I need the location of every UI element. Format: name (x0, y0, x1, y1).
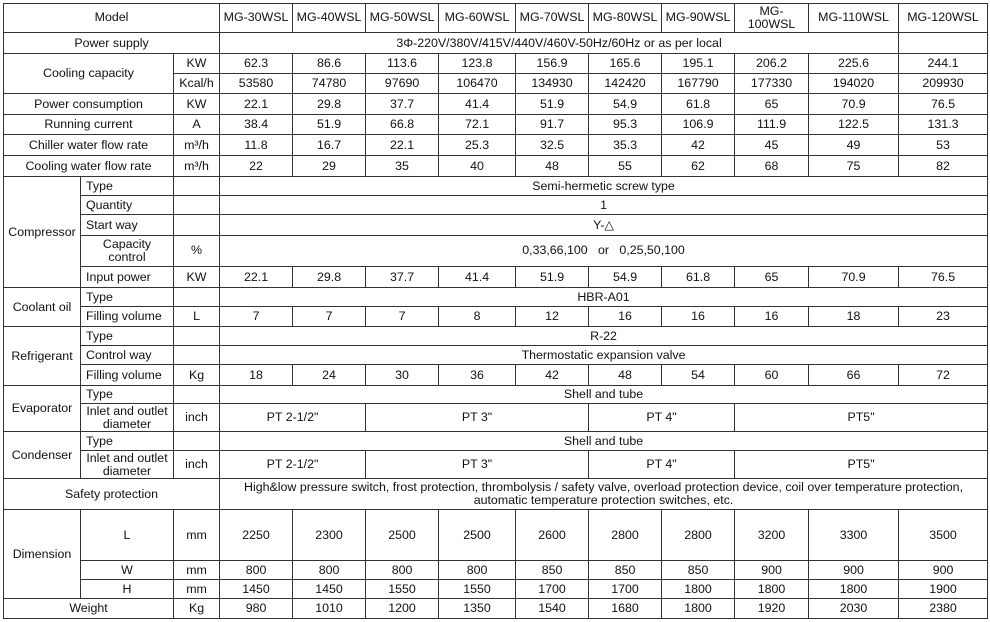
value-cell: 62.3 (220, 54, 293, 74)
value-cell: 800 (366, 561, 439, 579)
coolant-oil-label: Coolant oil (4, 288, 81, 327)
value-cell: 53 (899, 135, 988, 156)
empty-cell (899, 32, 988, 54)
value-cell: 2500 (366, 510, 439, 561)
unit-cell: inch (174, 451, 220, 479)
value-cell: 122.5 (809, 114, 899, 135)
dimension-l-row (4, 510, 988, 561)
value-cell: 194020 (809, 73, 899, 94)
unit-cell: mm (174, 579, 220, 599)
value-cell: 1450 (220, 579, 293, 599)
value-cell: 53580 (220, 73, 293, 94)
unit-cell: Kcal/h (174, 73, 220, 94)
value-cell: 1800 (735, 579, 809, 599)
safety-protection-label: Safety protection (4, 479, 220, 510)
unit-cell: L (174, 306, 220, 327)
model-label: Model (4, 4, 220, 33)
value-cell: 66 (809, 365, 899, 386)
value-cell: 7 (366, 306, 439, 327)
value-cell: 75 (809, 155, 899, 177)
row-label: Start way (81, 215, 174, 236)
refrigerant-control-row (4, 345, 988, 365)
value-cell: 244.1 (899, 54, 988, 74)
pipe-size-cell: PT 4" (589, 404, 735, 432)
value-cell: 800 (439, 561, 516, 579)
value-cell: 850 (516, 561, 589, 579)
capacity-control-value: 0,33,66,100 or 0,25,50,100 (220, 235, 988, 266)
safety-protection-row (4, 479, 988, 510)
oil-type-value: HBR-A01 (220, 288, 988, 306)
row-label: Type (81, 288, 174, 306)
value-cell: 195.1 (662, 54, 735, 74)
value-cell: 1350 (439, 599, 516, 619)
value-cell: 29.8 (293, 94, 366, 115)
value-cell: 1680 (589, 599, 662, 619)
value-cell: 68 (735, 155, 809, 177)
value-cell: 91.7 (516, 114, 589, 135)
value-cell: 22.1 (220, 94, 293, 115)
compressor-input-power-row (4, 266, 988, 288)
value-cell: 55 (589, 155, 662, 177)
value-cell: 1800 (662, 579, 735, 599)
weight-label: Weight (4, 599, 174, 619)
condenser-type-row (4, 431, 988, 451)
value-cell: 106.9 (662, 114, 735, 135)
value-cell: 51.9 (516, 266, 589, 288)
unit-cell (174, 215, 220, 236)
evaporator-pipe-row (4, 404, 988, 432)
value-cell: 142420 (589, 73, 662, 94)
value-cell: 37.7 (366, 94, 439, 115)
condenser-label: Condenser (4, 431, 81, 478)
unit-cell: KW (174, 54, 220, 74)
model-name-cell: MG-40WSL (293, 4, 366, 33)
value-cell: 2300 (293, 510, 366, 561)
row-label: Type (81, 431, 174, 451)
value-cell: 165.6 (589, 54, 662, 74)
unit-cell (174, 177, 220, 195)
compressor-quantity-row (4, 195, 988, 215)
value-cell: 225.6 (809, 54, 899, 74)
value-cell: 106470 (439, 73, 516, 94)
unit-cell (174, 195, 220, 215)
value-cell: 54.9 (589, 266, 662, 288)
value-cell: 42 (516, 365, 589, 386)
pipe-size-cell: PT 4" (589, 451, 735, 479)
pipe-size-cell: PT5" (735, 404, 988, 432)
unit-cell: m³/h (174, 135, 220, 156)
value-cell: 95.3 (589, 114, 662, 135)
dimension-label: Dimension (4, 510, 81, 599)
value-cell: 2030 (809, 599, 899, 619)
value-cell: 54.9 (589, 94, 662, 115)
value-cell: 29 (293, 155, 366, 177)
row-label: H (81, 579, 174, 599)
value-cell: 1920 (735, 599, 809, 619)
value-cell: 65 (735, 94, 809, 115)
row-label: Type (81, 177, 174, 195)
value-cell: 123.8 (439, 54, 516, 74)
value-cell: 850 (589, 561, 662, 579)
unit-cell: mm (174, 510, 220, 561)
value-cell: 32.5 (516, 135, 589, 156)
unit-cell: A (174, 114, 220, 135)
unit-cell (174, 431, 220, 451)
compressor-type-value: Semi-hermetic screw type (220, 177, 988, 195)
row-label: Filling volume (81, 306, 174, 327)
value-cell: 134930 (516, 73, 589, 94)
value-cell: 48 (516, 155, 589, 177)
power-supply-label: Power supply (4, 32, 220, 54)
row-label: Inlet and outlet diameter (81, 404, 174, 432)
value-cell: 16 (735, 306, 809, 327)
value-cell: 800 (220, 561, 293, 579)
model-name-cell: MG-100WSL (735, 4, 809, 33)
value-cell: 1550 (366, 579, 439, 599)
value-cell: 800 (293, 561, 366, 579)
value-cell: 1550 (439, 579, 516, 599)
power-supply-value: 3Φ-220V/380V/415V/440V/460V-50Hz/60Hz or as per local (220, 32, 899, 54)
row-label: L (81, 510, 174, 561)
refrigerant-control-value: Thermostatic expansion valve (220, 345, 988, 365)
value-cell: 2250 (220, 510, 293, 561)
weight-row (4, 599, 988, 619)
safety-protection-value: High&low pressure switch, frost protection, thrombolysis / safety valve, overload protection device, coil over temperature protection, automatic temperature protection switches, etc. (220, 479, 988, 510)
model-name-cell: MG-60WSL (439, 4, 516, 33)
refrigerant-type-row (4, 327, 988, 345)
unit-cell: % (174, 235, 220, 266)
value-cell: 3500 (899, 510, 988, 561)
evaporator-type-row (4, 385, 988, 403)
value-cell: 66.8 (366, 114, 439, 135)
value-cell: 61.8 (662, 266, 735, 288)
row-label: Type (81, 385, 174, 403)
value-cell: 51.9 (293, 114, 366, 135)
value-cell: 49 (809, 135, 899, 156)
value-cell: 60 (735, 365, 809, 386)
oil-type-row (4, 288, 988, 306)
value-cell: 40 (439, 155, 516, 177)
value-cell: 29.8 (293, 266, 366, 288)
running-current-row (4, 114, 988, 135)
unit-cell: mm (174, 561, 220, 579)
unit-cell (174, 327, 220, 345)
value-cell: 209930 (899, 73, 988, 94)
value-cell: 23 (899, 306, 988, 327)
value-cell: 167790 (662, 73, 735, 94)
specification-table (3, 3, 988, 619)
value-cell: 24 (293, 365, 366, 386)
value-cell: 76.5 (899, 94, 988, 115)
value-cell: 1700 (589, 579, 662, 599)
value-cell: 8 (439, 306, 516, 327)
value-cell: 3200 (735, 510, 809, 561)
value-cell: 113.6 (366, 54, 439, 74)
refrigerant-filling-row (4, 365, 988, 386)
value-cell: 7 (293, 306, 366, 327)
row-label: Quantity (81, 195, 174, 215)
value-cell: 2800 (662, 510, 735, 561)
unit-cell (174, 345, 220, 365)
pipe-size-cell: PT 3" (366, 404, 589, 432)
unit-cell: KW (174, 266, 220, 288)
value-cell: 16.7 (293, 135, 366, 156)
model-name-cell: MG-80WSL (589, 4, 662, 33)
value-cell: 86.6 (293, 54, 366, 74)
value-cell: 900 (899, 561, 988, 579)
compressor-type-row (4, 177, 988, 195)
pipe-size-cell: PT 3" (366, 451, 589, 479)
model-name-cell: MG-50WSL (366, 4, 439, 33)
value-cell: 76.5 (899, 266, 988, 288)
value-cell: 65 (735, 266, 809, 288)
condenser-pipe-row (4, 451, 988, 479)
row-label: Capacity control (81, 235, 174, 266)
row-label: Inlet and outlet diameter (81, 451, 174, 479)
refrigerant-type-value: R-22 (220, 327, 988, 345)
value-cell: 22.1 (366, 135, 439, 156)
chiller-flow-label: Chiller water flow rate (4, 135, 174, 156)
value-cell: 1800 (662, 599, 735, 619)
value-cell: 48 (589, 365, 662, 386)
value-cell: 156.9 (516, 54, 589, 74)
unit-cell (174, 385, 220, 403)
pipe-size-cell: PT 2-1/2" (220, 404, 366, 432)
oil-filling-row (4, 306, 988, 327)
value-cell: 51.9 (516, 94, 589, 115)
value-cell: 980 (220, 599, 293, 619)
value-cell: 37.7 (366, 266, 439, 288)
value-cell: 25.3 (439, 135, 516, 156)
table-body (4, 4, 988, 619)
value-cell: 62 (662, 155, 735, 177)
value-cell: 18 (809, 306, 899, 327)
value-cell: 1900 (899, 579, 988, 599)
value-cell: 41.4 (439, 94, 516, 115)
row-label: Input power (81, 266, 174, 288)
value-cell: 11.8 (220, 135, 293, 156)
running-current-label: Running current (4, 114, 174, 135)
compressor-capacity-control-row (4, 235, 988, 266)
value-cell: 70.9 (809, 94, 899, 115)
value-cell: 38.4 (220, 114, 293, 135)
value-cell: 1540 (516, 599, 589, 619)
value-cell: 111.9 (735, 114, 809, 135)
pipe-size-cell: PT5" (735, 451, 988, 479)
model-name-cell: MG-90WSL (662, 4, 735, 33)
value-cell: 206.2 (735, 54, 809, 74)
unit-cell (174, 288, 220, 306)
value-cell: 22.1 (220, 266, 293, 288)
power-supply-row (4, 32, 988, 54)
unit-cell: KW (174, 94, 220, 115)
value-cell: 36 (439, 365, 516, 386)
value-cell: 1700 (516, 579, 589, 599)
evaporator-label: Evaporator (4, 385, 81, 431)
value-cell: 61.8 (662, 94, 735, 115)
value-cell: 16 (662, 306, 735, 327)
value-cell: 12 (516, 306, 589, 327)
value-cell: 42 (662, 135, 735, 156)
value-cell: 1010 (293, 599, 366, 619)
value-cell: 35 (366, 155, 439, 177)
value-cell: 70.9 (809, 266, 899, 288)
compressor-start-value: Y-△ (220, 215, 988, 236)
evaporator-type-value: Shell and tube (220, 385, 988, 403)
header-row (4, 4, 988, 33)
value-cell: 97690 (366, 73, 439, 94)
value-cell: 900 (735, 561, 809, 579)
model-name-cell: MG-110WSL (809, 4, 899, 33)
row-label: W (81, 561, 174, 579)
dimension-h-row (4, 579, 988, 599)
value-cell: 22 (220, 155, 293, 177)
value-cell: 30 (366, 365, 439, 386)
row-label: Type (81, 327, 174, 345)
value-cell: 35.3 (589, 135, 662, 156)
value-cell: 54 (662, 365, 735, 386)
value-cell: 1450 (293, 579, 366, 599)
value-cell: 41.4 (439, 266, 516, 288)
value-cell: 850 (662, 561, 735, 579)
cooling-flow-label: Cooling water flow rate (4, 155, 174, 177)
unit-cell: inch (174, 404, 220, 432)
power-consumption-label: Power consumption (4, 94, 174, 115)
value-cell: 1800 (809, 579, 899, 599)
unit-cell: Kg (174, 365, 220, 386)
value-cell: 2500 (439, 510, 516, 561)
dimension-w-row (4, 561, 988, 579)
value-cell: 74780 (293, 73, 366, 94)
value-cell: 131.3 (899, 114, 988, 135)
value-cell: 2380 (899, 599, 988, 619)
value-cell: 177330 (735, 73, 809, 94)
row-label: Filling volume (81, 365, 174, 386)
value-cell: 82 (899, 155, 988, 177)
cooling-flow-row (4, 155, 988, 177)
model-name-cell: MG-120WSL (899, 4, 988, 33)
value-cell: 3300 (809, 510, 899, 561)
power-consumption-row (4, 94, 988, 115)
compressor-label: Compressor (4, 177, 81, 288)
model-name-cell: MG-30WSL (220, 4, 293, 33)
value-cell: 16 (589, 306, 662, 327)
model-name-cell: MG-70WSL (516, 4, 589, 33)
value-cell: 2800 (589, 510, 662, 561)
value-cell: 2600 (516, 510, 589, 561)
compressor-start-row (4, 215, 988, 236)
value-cell: 18 (220, 365, 293, 386)
value-cell: 72.1 (439, 114, 516, 135)
cooling-capacity-kw-row (4, 54, 988, 74)
row-label: Control way (81, 345, 174, 365)
cooling-capacity-label: Cooling capacity (4, 54, 174, 94)
value-cell: 900 (809, 561, 899, 579)
unit-cell: m³/h (174, 155, 220, 177)
condenser-type-value: Shell and tube (220, 431, 988, 451)
unit-cell: Kg (174, 599, 220, 619)
value-cell: 1200 (366, 599, 439, 619)
chiller-flow-row (4, 135, 988, 156)
value-cell: 45 (735, 135, 809, 156)
value-cell: 72 (899, 365, 988, 386)
pipe-size-cell: PT 2-1/2" (220, 451, 366, 479)
value-cell: 7 (220, 306, 293, 327)
compressor-quantity-value: 1 (220, 195, 988, 215)
refrigerant-label: Refrigerant (4, 327, 81, 386)
